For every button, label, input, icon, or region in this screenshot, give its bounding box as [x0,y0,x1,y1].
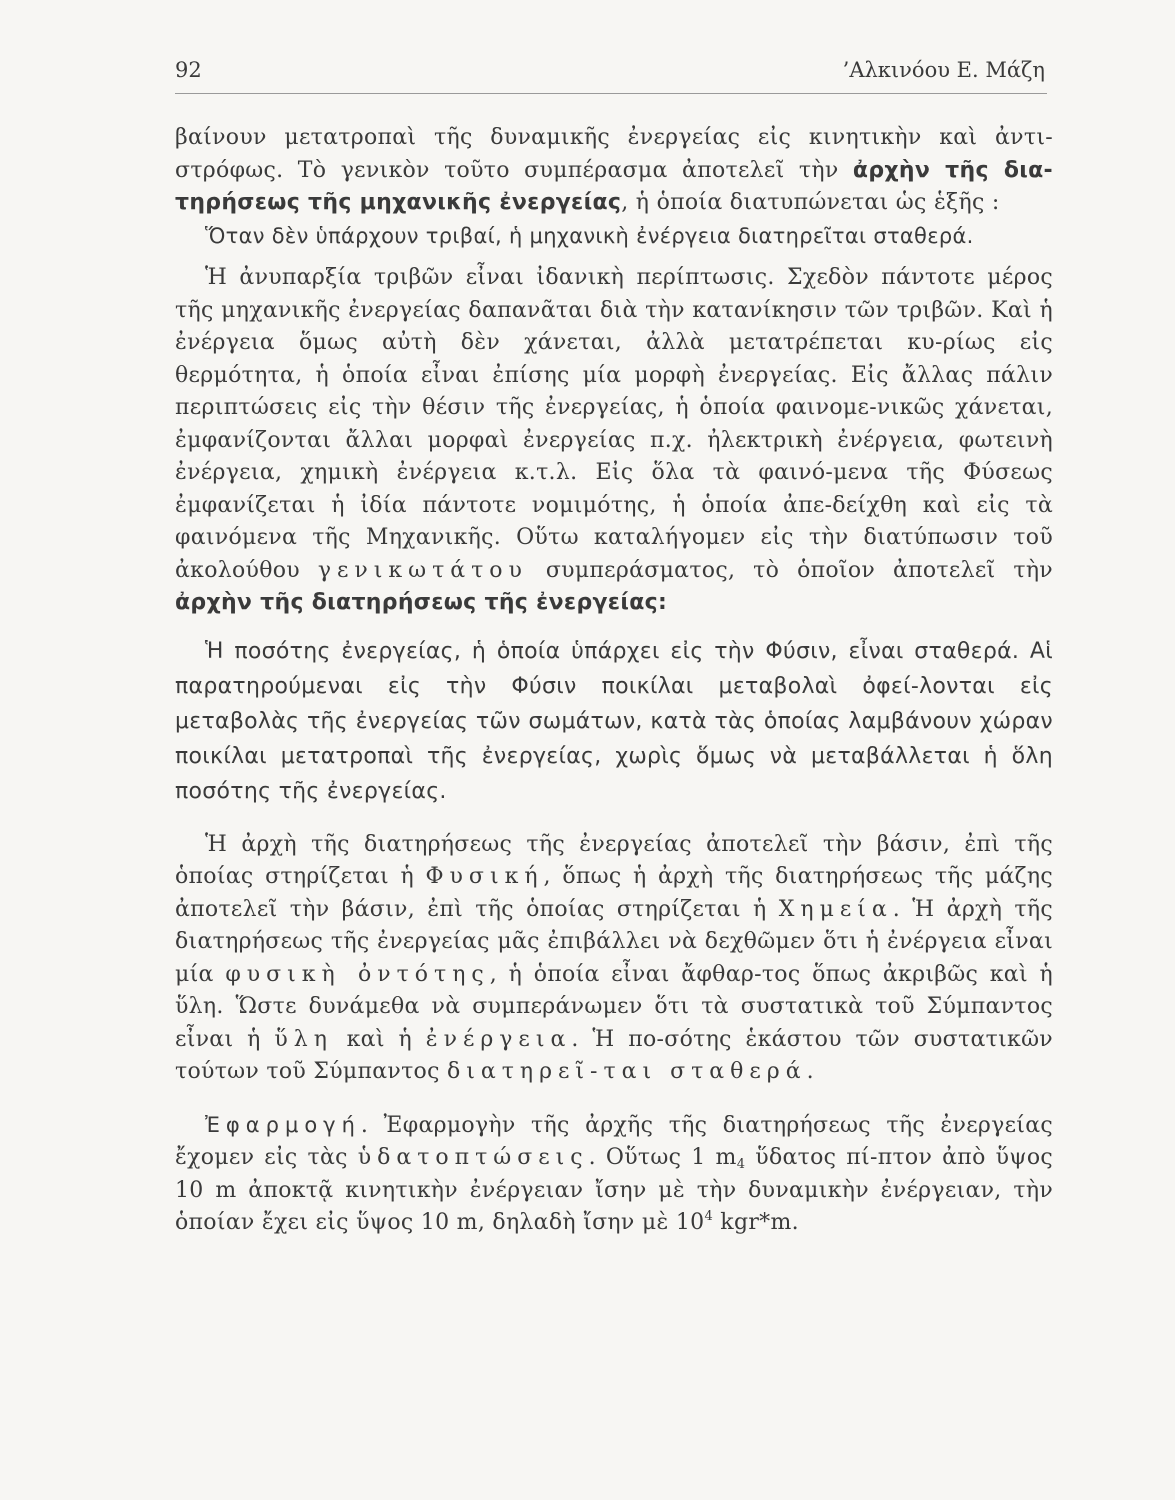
law-energy-conservation: Ἡ ποσότης ἐνεργείας, ἡ ὁποία ὑπάρχει εἰς τὴν Φύσιν, εἶναι σταθερά. Αἱ παρατηρούμεναι εἰς τὴν Φύσιν ποικίλαι μεταβολαὶ ὀφεί-λονται εἰς μεταβολὰς τῆς ἐνεργείας τῶν σωμάτων, κατὰ τὰς ὁποίας λαμβάνουν χώραν ποικίλαι μετατροπαὶ τῆς ἐνεργείας, χωρὶς ὅμως νὰ μεταβάλλεται ἡ ὅλη ποσότης τῆς ἐνεργείας. [175,638,1053,804]
law-mechanical-energy: Ὅταν δὲν ὑπάρχουν τριβαί, ἡ μηχανικὴ ἐνέργεια διατηρεῖται σταθερά. [205,223,974,248]
spaced-word: Χημεία [778,896,893,922]
subscript: 4 [736,1157,746,1172]
paragraph-application [175,1109,1053,1240]
paragraph-friction [175,262,1053,620]
text-run: . [806,1059,814,1084]
text-run: . Ἐφαρμογὴν τῆς ἀρχῆς τῆς διατηρήσεως τῆς ἐνεργείας ἔχομεν εἰς τὰς [175,1112,1053,1170]
page-number: 92 [175,58,202,82]
text-run: Ἡ ἀρχὴ τῆς διατηρήσεως τῆς ἐνεργείας ἀποτελεῖ τὴν βάσιν, ἐπὶ τῆς ὁποίας στηρίζεται ἡ [175,831,1053,889]
spaced-word: γενικωτάτου [317,557,528,583]
spaced-word: ὕλη [274,1026,333,1052]
spaced-word: φυσικὴ ὀντότης [225,961,490,987]
spaced-word: Φυσική [425,864,544,889]
text-run: , ὅπως ἡ ἀρχὴ τῆς διατηρήσεως τῆς μάζης ἀποτελεῖ τὴν βάσιν, ἐπὶ τῆς ὁποίας στηρίζεται ἡ [175,864,1053,922]
page-body [175,122,1053,1240]
paragraph-physics-basis [175,829,1053,1089]
text-run: . Ἡ πο-σότης ἑκάστου τῶν συστατικῶν τούτων τοῦ Σύμπαντος [175,1026,1053,1084]
superscript: 4 [704,1209,714,1224]
text-run: . Ἡ ἀρχὴ τῆς διατηρήσεως τῆς ἐνεργείας μᾶς ἐπιβάλλει νὰ δεχθῶμεν ὅτι ἡ ἐνέργεια εἶναι μία [175,896,1053,987]
application-label: Ἐφαρμογή [205,1112,361,1137]
spaced-word: διατηρεῖ-ται σταθερά [447,1059,807,1084]
spaced-word: ὑδατοπτώσεις [357,1145,589,1170]
header-rule [175,93,1047,94]
bold-term-energy-conservation: ἀρχὴν τῆς διατηρήσεως τῆς ἐνεργείας [175,590,658,615]
text-run: συμπεράσματος, τὸ ὁποῖον ἀποτελεῖ τὴν [527,557,1053,583]
text-run: καὶ ἡ [332,1026,426,1052]
text-run: βαίνουν μετατροπαὶ τῆς δυναμικῆς ἐνεργείας εἰς κινητικὴν καὶ ἀντι-στρόφως. Τὸ γενικὸν τοῦτο συμπέρασμα ἀποτελεῖ τὴν [175,125,1053,183]
text-run: , ἡ ὁποία εἶναι ἄφθαρ-τος ὅπως ἀκριβῶς καὶ ἡ ὕλη. Ὥστε δυνάμεθα νὰ συμπεράνωμεν ὅτι τὰ συστατικὰ τοῦ Σύμπαντος εἶναι ἡ [175,961,1053,1052]
text-run: . Οὕτως 1 m [588,1145,737,1170]
text-run: ὕδατος πί-πτον ἀπὸ ὕψος 10 m ἀποκτᾷ κινητικὴν ἐνέργειαν ἴσην μὲ τὴν δυναμικὴν ἐνέργειαν, τὴν ὁποίαν ἔχει εἰς ὕψος 10 m, δηλαδὴ ἴσην μὲ 10 [175,1145,1054,1235]
bold-term-mechanical-conservation: ἀρχὴν τῆς δια-τηρήσεως τῆς μηχανικῆς ἐνεργείας [175,157,1053,215]
page-header [175,58,1045,88]
text-run: , ἡ ὁποία διατυπώνεται ὡς ἑξῆς : [621,190,1000,215]
spaced-word: ἐνέργεια [425,1026,572,1052]
running-head-author: ’Αλκινόου Ε. Μάζη [842,58,1045,82]
text-run: kgr*m. [713,1210,799,1235]
text-run: : [657,590,668,615]
paragraph-mechanical-energy [175,122,1053,220]
text-run: Ἡ ἀνυπαρξία τριβῶν εἶναι ἰδανικὴ περίπτωσις. Σχεδὸν πάντοτε μέρος τῆς μηχανικῆς ἐνεργείας δαπανᾶται διὰ τὴν κατανίκησιν τῶν τριβῶν. Καὶ ἡ ἐνέργεια ὅμως αὐτὴ δὲν χάνεται, ἀλλὰ μετατρέπεται κυ-ρίως εἰς θερμότητα, ἡ ὁποία εἶναι ἐπίσης μία μορφὴ ἐνεργείας. Εἰς ἄλλας πάλιν περιπτώσεις εἰς τὴν θέσιν τῆς ἐνεργείας, ἡ ὁποία φαινομε-νικῶς χάνεται, ἐμφανίζονται ἄλλαι μορφαὶ ἐνεργείας π.χ. ἠλεκτρικὴ ἐνέργεια, φωτεινὴ ἐνέργεια, χημικὴ ἐνέργεια κ.τ.λ. Εἰς ὅλα τὰ φαινό-μενα τῆς Φύσεως ἐμφανίζεται ἡ ἰδία πάντοτε νομιμότης, ἡ ὁποία ἀπε-δείχθη καὶ εἰς τὰ φαινόμενα τῆς Μηχανικῆς. Οὕτω καταλήγομεν εἰς τὴν διατύπωσιν τοῦ ἀκολούθου [175,265,1053,583]
